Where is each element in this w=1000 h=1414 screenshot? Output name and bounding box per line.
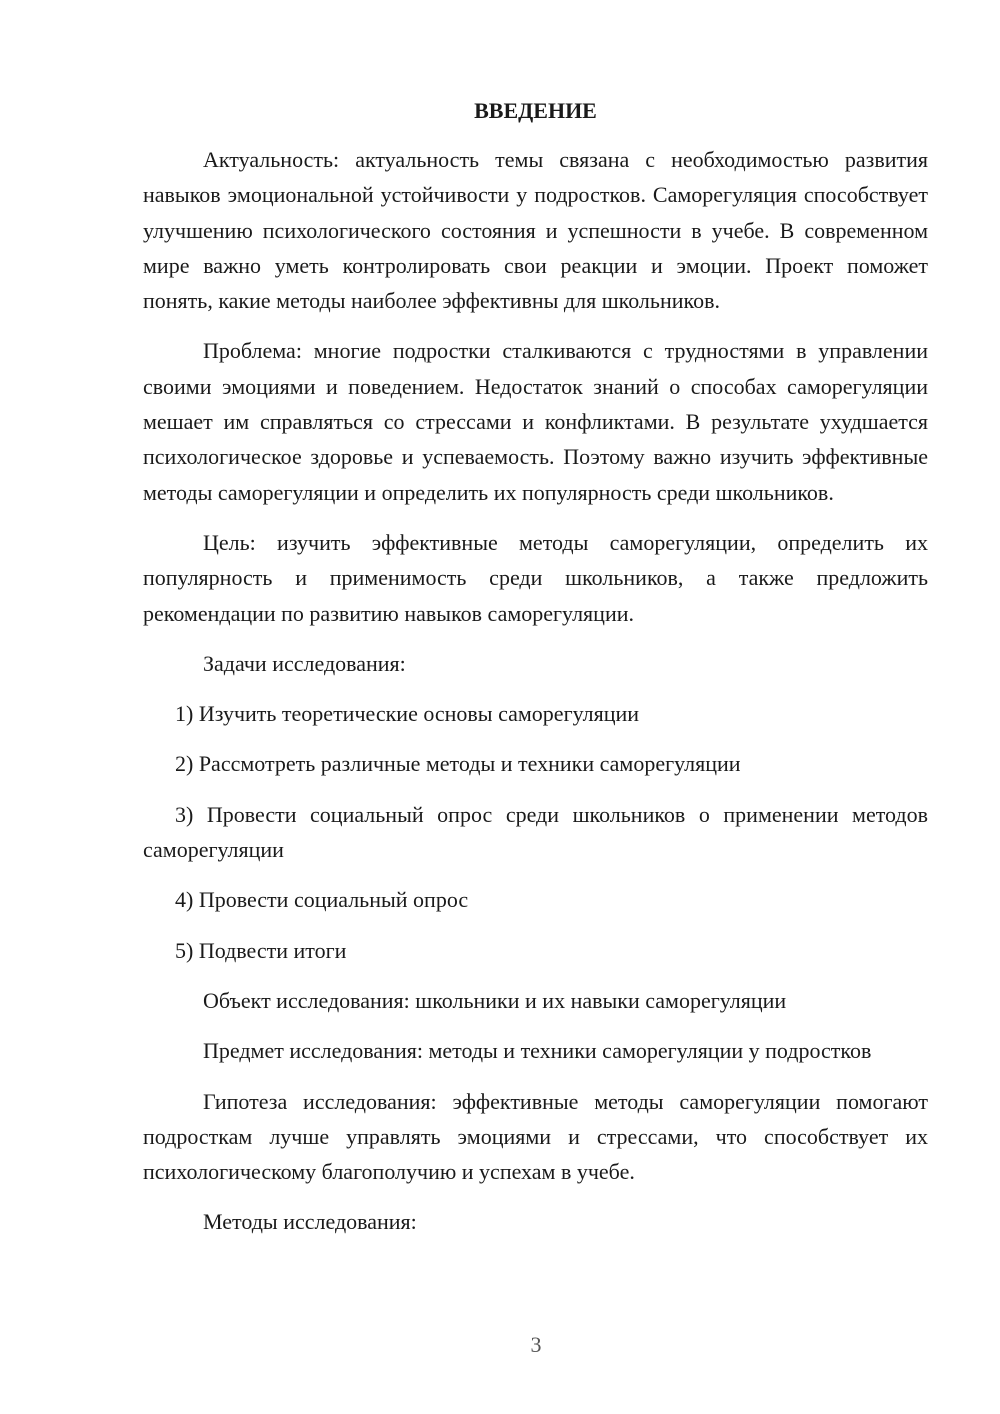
- page-content: [143, 94, 928, 1255]
- paragraph-problem: Проблема: многие подростки сталкиваются с трудностями в управлении своими эмоциями и поведением. Недостаток знаний о способах саморегуляции мешает им справляться со стрессами и конфликтами. В результате ухудшается психологическое здоровье и успеваемость. Поэтому важно изучить эффективные методы саморегуляции и определить их популярность среди школьников.: [143, 338, 928, 505]
- paragraph-subject: Предмет исследования: методы и техники саморегуляции у подростков: [203, 1038, 872, 1064]
- paragraph-relevance: Актуальность: актуальность темы связана с необходимостью развития навыков эмоциональной устойчивости у подростков. Саморегуляция способствует улучшению психологического состояния и успешности в учебе. В современном мире важно уметь контролировать свои реакции и эмоции. Проект поможет понять, какие методы наиболее эффективны для школьников.: [143, 147, 928, 314]
- task-item-3: 3) Провести социальный опрос среди школьников о применении методов саморегуляции: [143, 801, 928, 863]
- paragraph-hypothesis: Гипотеза исследования: эффективные методы саморегуляции помогают подросткам лучше управлять эмоциями и стрессами, что способствует их психологическому благополучию и успехам в учебе.: [143, 1088, 928, 1185]
- paragraph-tasks-intro: Задачи исследования:: [203, 650, 406, 676]
- task-item-1: 1) Изучить теоретические основы саморегуляции: [175, 701, 640, 727]
- section-heading: ВВЕДЕНИЕ: [474, 98, 597, 123]
- task-item-2: 2) Рассмотреть различные методы и техники саморегуляции: [175, 751, 741, 777]
- task-item-5: 5) Подвести итоги: [175, 937, 347, 963]
- task-item-4: 4) Провести социальный опрос: [175, 887, 469, 913]
- paragraph-goal: Цель: изучить эффективные методы саморегуляции, определить их популярность и применимость среди школьников, а также предложить рекомендации по развитию навыков саморегуляции.: [143, 529, 928, 626]
- paragraph-object: Объект исследования: школьники и их навыки саморегуляции: [203, 987, 787, 1013]
- page-number: 3: [530, 1332, 542, 1357]
- paragraph-methods: Методы исследования:: [203, 1209, 417, 1235]
